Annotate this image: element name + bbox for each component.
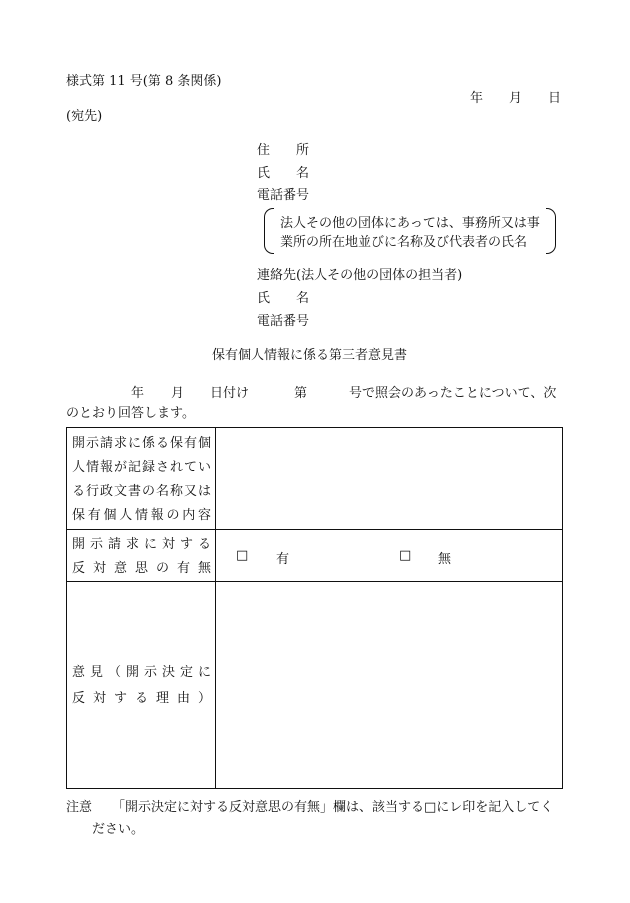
row1-label-line3: る行政文書の名称又は [72,483,211,499]
row2-label-cell [67,530,216,582]
address-label: 住 所 [257,143,310,158]
row1-label-line4: 保有個人情報の内容 [72,507,211,523]
corporate-note-line2: 業所の所在地並びに名称及び代表者の氏名 [280,235,528,250]
left-bracket [264,208,274,254]
table-row-document-name [67,428,563,530]
intro-line1-rest: 号で照会のあったことについて、次 [349,386,557,401]
table-row-objection [67,530,563,582]
footnote-line2: ださい。 [92,822,145,837]
objection-yes-label: 有 [276,551,290,567]
footnote-label: 注意 [66,800,93,815]
objection-no-checkbox[interactable]: □ [399,547,412,563]
intro-year: 年 [131,386,145,401]
opinion-field[interactable] [216,582,563,789]
phone-label: 電話番号 [257,188,310,203]
objection-choice-cell [216,530,563,582]
intro-line2: のとおり回答します。 [66,406,195,421]
intro-number-prefix: 第 [294,386,308,401]
row1-label-line1: 開示請求に係る保有個 [72,435,211,451]
contact-name-label: 氏 名 [257,291,310,306]
intro-month: 月 [171,386,185,401]
row3-label-cell [67,582,216,789]
form-number: 様式第 11 号(第 8 条関係) [66,74,222,89]
footnote [66,797,566,841]
row1-label-line2: 人情報が記録されてい [72,459,211,475]
page-title: 保有個人情報に係る第三者意見書 [212,348,408,363]
corporate-note-bracket [264,208,556,254]
objection-no-label: 無 [438,551,452,567]
row2-label-line2: 反対意思の有無 [72,560,211,576]
date-year-label: 年 [470,91,484,106]
contact-phone-label: 電話番号 [257,314,310,329]
name-label: 氏 名 [257,166,310,181]
corporate-note [280,214,540,252]
row3-label-line1: 意見（開示決定に [72,665,211,680]
footnote-line1: 「開示決定に対する反対意思の有無」欄は、該当する□にレ印を記入してく [112,800,554,815]
document-name-field[interactable] [216,428,563,530]
date-month-label: 月 [509,91,523,106]
right-bracket [546,208,556,254]
row3-label-line2: 反対する理由） [72,691,211,706]
intro-dated: 日付け [210,386,250,401]
date-day-label: 日 [548,91,562,106]
addressee-label: (宛先) [66,109,103,124]
table-row-opinion [67,582,563,789]
row2-label-line1: 開示請求に対する [72,536,211,552]
row1-label-cell [67,428,216,530]
opinion-table [66,427,563,789]
corporate-note-line1: 法人その他の団体にあっては、事務所又は事 [280,216,540,231]
contact-label: 連絡先(法人その他の団体の担当者) [257,268,463,283]
objection-yes-checkbox[interactable]: □ [236,547,249,563]
